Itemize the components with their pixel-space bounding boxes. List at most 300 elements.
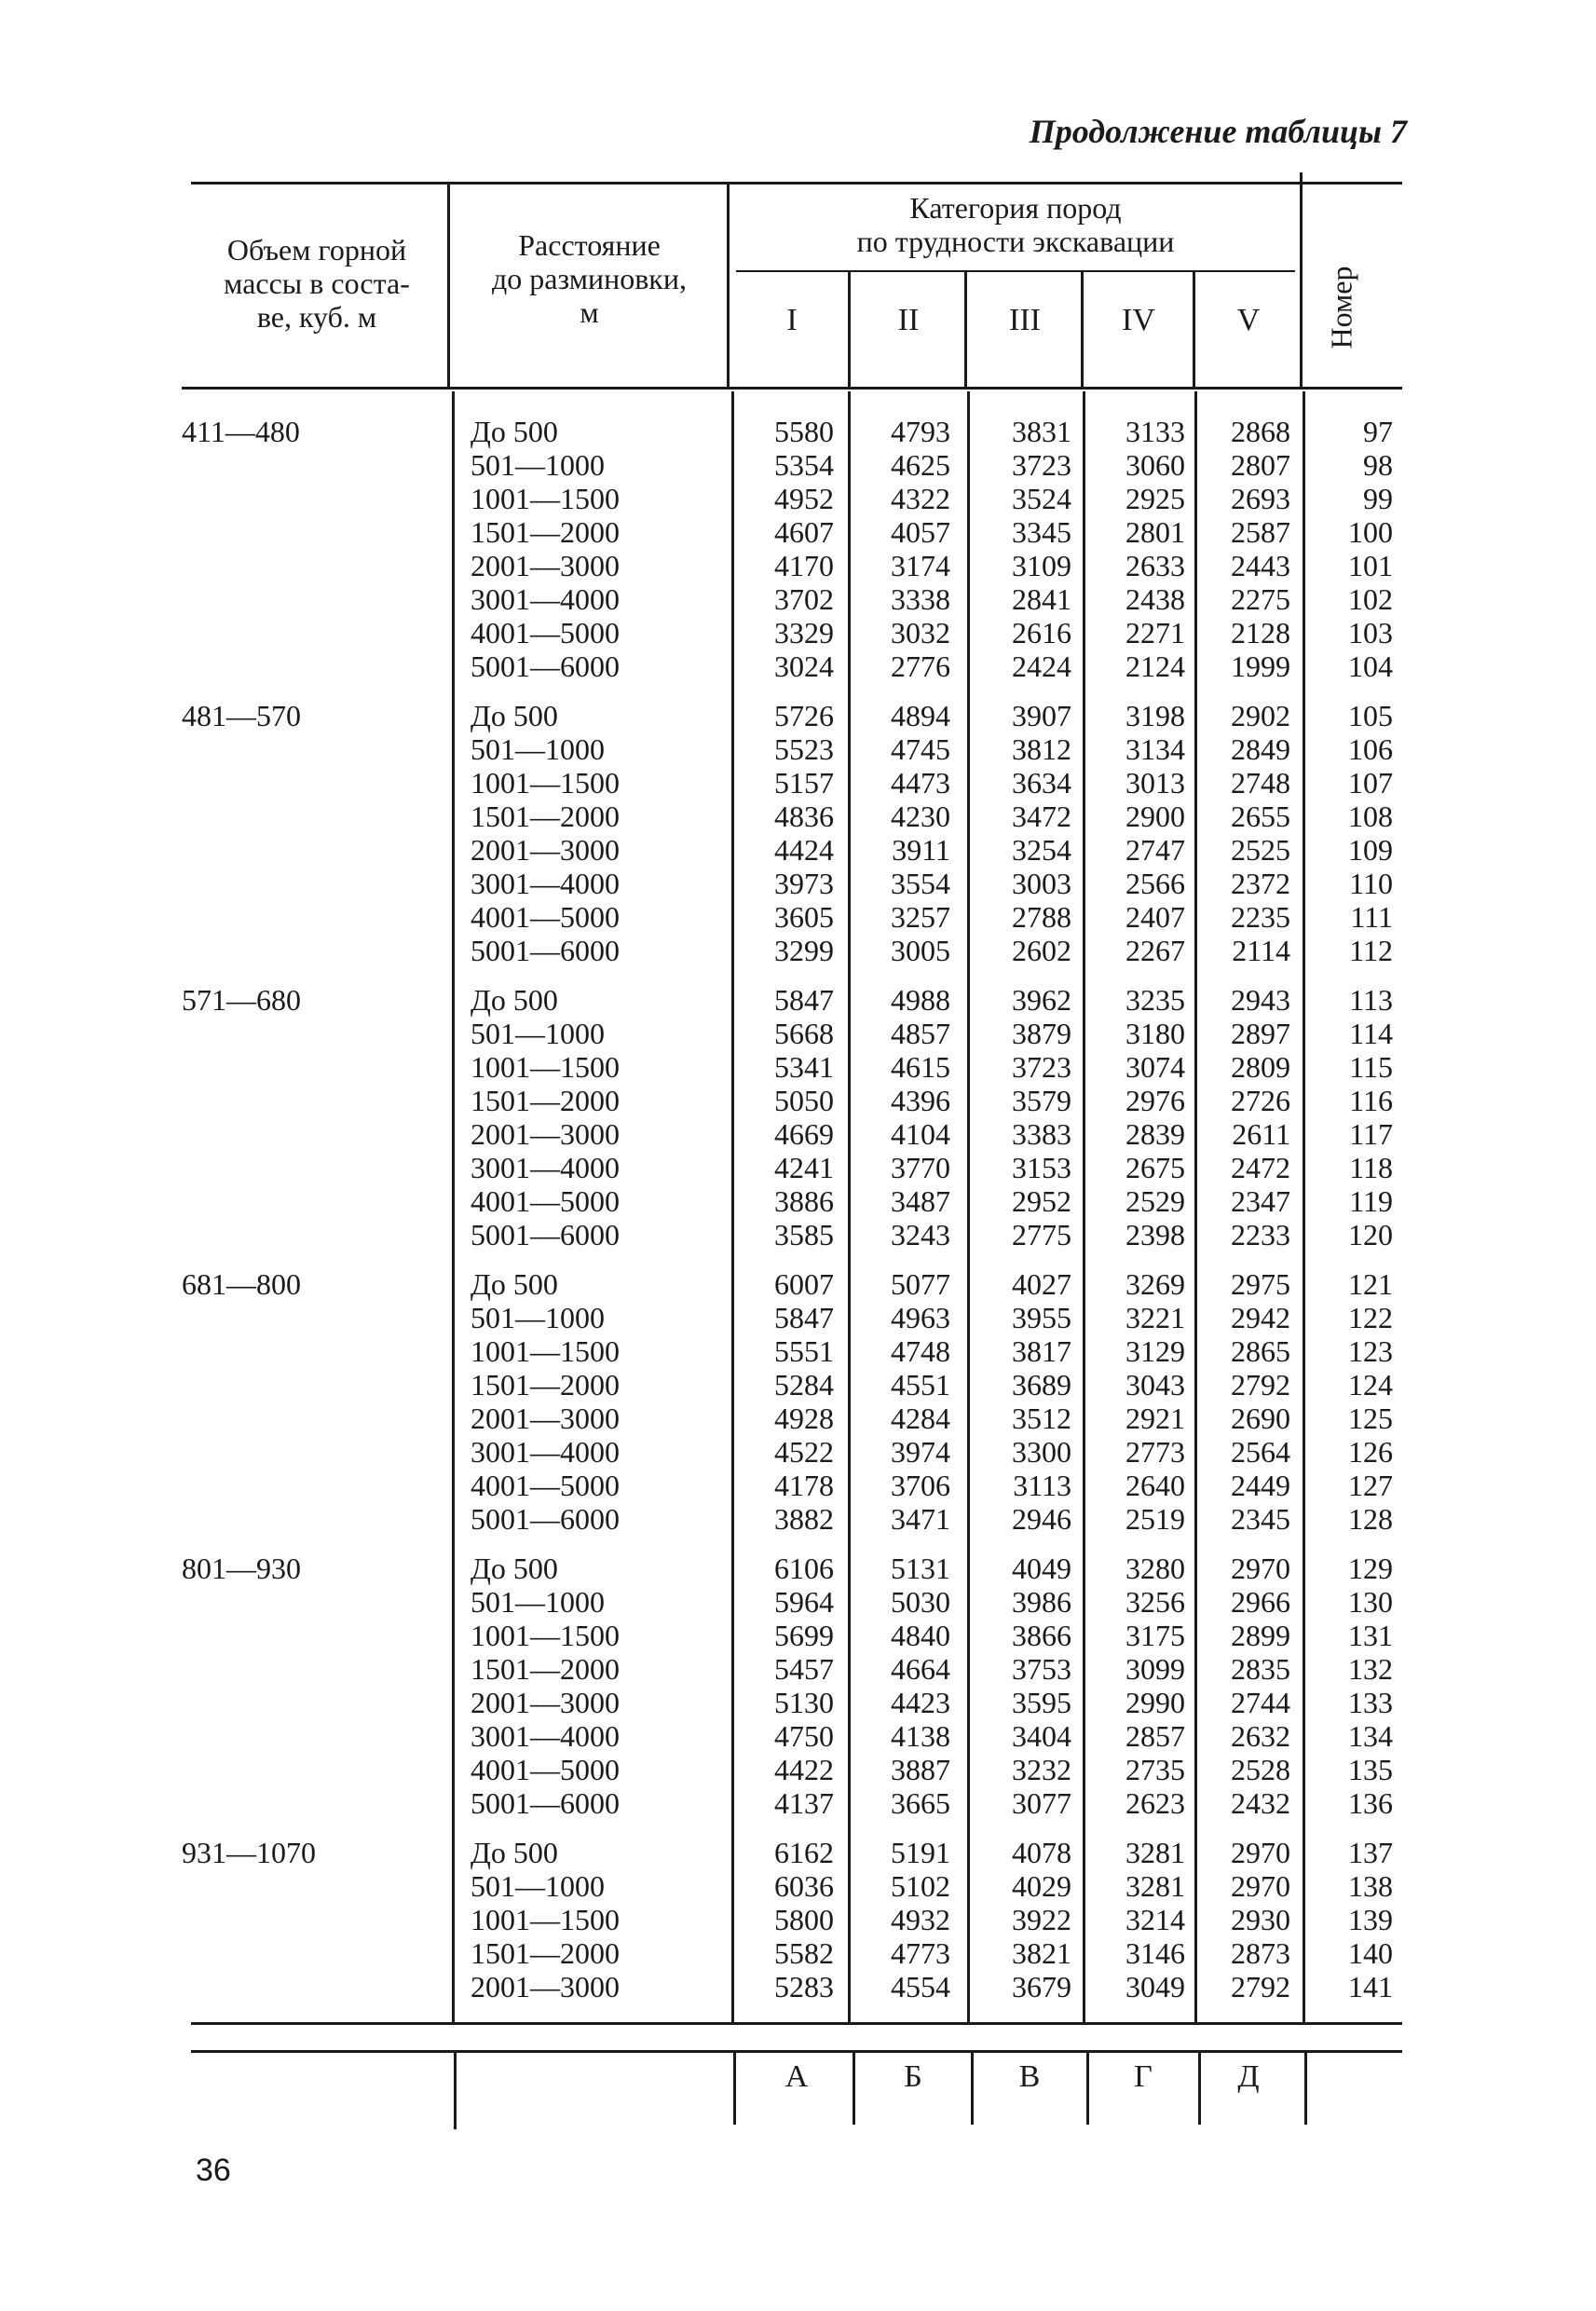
row-value-cat-4: 3175 — [1125, 1619, 1185, 1652]
row-value-cat-1: 4424 — [774, 833, 834, 867]
row-value-cat-5: 2930 — [1231, 1903, 1290, 1936]
row-number: 109 — [1348, 833, 1393, 867]
row-value-cat-1: 4952 — [774, 482, 834, 515]
row-value-cat-5: 2726 — [1231, 1084, 1290, 1117]
row-value-cat-2: 4322 — [891, 482, 950, 515]
row-value-cat-3: 2841 — [1012, 582, 1071, 616]
row-value-cat-5: 2372 — [1231, 867, 1290, 900]
row-value-cat-5: 2943 — [1231, 983, 1290, 1017]
row-value-cat-2: 5102 — [891, 1869, 950, 1903]
row-distance: 4001—5000 — [471, 1753, 620, 1786]
row-value-cat-3: 3753 — [1012, 1652, 1071, 1686]
row-value-cat-5: 2792 — [1231, 1970, 1290, 2003]
row-value-cat-3: 3723 — [1012, 1050, 1071, 1084]
row-number: 133 — [1348, 1686, 1393, 1719]
row-value-cat-5: 2792 — [1231, 1368, 1290, 1402]
row-value-cat-5: 2970 — [1231, 1552, 1290, 1585]
footer-sep-v — [1304, 2050, 1307, 2125]
row-value-cat-4: 3099 — [1125, 1652, 1185, 1686]
row-value-cat-3: 3077 — [1012, 1786, 1071, 1820]
header-number: Номер — [1324, 266, 1358, 349]
row-value-cat-4: 2566 — [1125, 867, 1185, 900]
row-distance: 1501—2000 — [471, 800, 620, 833]
row-number: 112 — [1349, 934, 1393, 967]
row-value-cat-2: 4423 — [891, 1686, 950, 1719]
row-value-cat-3: 3866 — [1012, 1619, 1071, 1652]
row-value-cat-4: 2773 — [1125, 1435, 1185, 1469]
body-sep-i — [848, 391, 851, 2022]
row-value-cat-3: 4029 — [1012, 1869, 1071, 1903]
row-value-cat-1: 3882 — [774, 1502, 834, 1536]
row-value-cat-3: 3907 — [1012, 699, 1071, 732]
row-value-cat-3: 3383 — [1012, 1117, 1071, 1151]
row-distance: 1001—1500 — [471, 1334, 620, 1368]
row-value-cat-2: 4625 — [891, 448, 950, 482]
row-value-cat-2: 4857 — [891, 1017, 950, 1050]
row-value-cat-5: 2835 — [1231, 1652, 1290, 1686]
header-cat-v: V — [1236, 303, 1261, 337]
row-value-cat-4: 3256 — [1125, 1585, 1185, 1619]
row-value-cat-3: 3986 — [1012, 1585, 1071, 1619]
row-value-cat-5: 2690 — [1231, 1402, 1290, 1435]
row-value-cat-5: 2525 — [1231, 833, 1290, 867]
row-number: 135 — [1348, 1753, 1393, 1786]
row-value-cat-1: 5354 — [774, 448, 834, 482]
row-value-cat-1: 6007 — [774, 1267, 834, 1301]
row-distance: 5001—6000 — [471, 934, 620, 967]
group-volume: 481—570 — [182, 699, 301, 732]
row-value-cat-5: 2970 — [1231, 1869, 1290, 1903]
row-value-cat-1: 3299 — [774, 934, 834, 967]
row-value-cat-4: 2801 — [1125, 515, 1185, 549]
row-value-cat-4: 3214 — [1125, 1903, 1185, 1936]
row-value-cat-5: 2443 — [1231, 549, 1290, 582]
row-value-cat-4: 2529 — [1125, 1184, 1185, 1218]
row-value-cat-4: 2640 — [1125, 1469, 1185, 1502]
row-value-cat-5: 2693 — [1231, 482, 1290, 515]
row-distance: 1001—1500 — [471, 1619, 620, 1652]
row-value-cat-2: 4284 — [891, 1402, 950, 1435]
row-value-cat-2: 4745 — [891, 732, 950, 766]
row-value-cat-2: 4894 — [891, 699, 950, 732]
row-value-cat-5: 2632 — [1231, 1719, 1290, 1753]
table-caption: Продолжение таблицы 7 — [1029, 113, 1407, 150]
row-value-cat-3: 3679 — [1012, 1970, 1071, 2003]
row-value-cat-5: 2347 — [1231, 1184, 1290, 1218]
row-distance: 2001—3000 — [471, 1970, 620, 2003]
row-value-cat-5: 1999 — [1231, 650, 1290, 683]
row-distance: 1501—2000 — [471, 1084, 620, 1117]
row-value-cat-5: 2970 — [1231, 1836, 1290, 1869]
row-value-cat-5: 2865 — [1231, 1334, 1290, 1368]
row-value-cat-2: 3911 — [892, 833, 950, 867]
header-cat-iv: IV — [1122, 303, 1155, 337]
row-value-cat-2: 4615 — [891, 1050, 950, 1084]
row-value-cat-5: 2809 — [1231, 1050, 1290, 1084]
row-value-cat-1: 4522 — [774, 1435, 834, 1469]
row-value-cat-5: 2275 — [1231, 582, 1290, 616]
row-value-cat-1: 3329 — [774, 616, 834, 650]
row-value-cat-5: 2748 — [1231, 766, 1290, 800]
row-number: 107 — [1348, 766, 1393, 800]
row-value-cat-4: 3281 — [1125, 1869, 1185, 1903]
row-number: 97 — [1363, 415, 1393, 448]
row-distance: 2001—3000 — [471, 549, 620, 582]
row-value-cat-3: 4049 — [1012, 1552, 1071, 1585]
col-sep-volume — [447, 182, 450, 387]
row-number: 131 — [1348, 1619, 1393, 1652]
header-distance: Расстояние до разминовки, м — [492, 228, 687, 329]
row-value-cat-5: 2975 — [1231, 1267, 1290, 1301]
row-value-cat-4: 3281 — [1125, 1836, 1185, 1869]
row-distance: 1501—2000 — [471, 1368, 620, 1402]
row-value-cat-1: 5523 — [774, 732, 834, 766]
row-value-cat-2: 4396 — [891, 1084, 950, 1117]
row-value-cat-5: 2942 — [1231, 1301, 1290, 1334]
row-value-cat-2: 4963 — [891, 1301, 950, 1334]
row-value-cat-4: 3198 — [1125, 699, 1185, 732]
group-volume: 681—800 — [182, 1267, 301, 1301]
row-value-cat-1: 3585 — [774, 1218, 834, 1251]
footer-rule — [191, 2050, 1402, 2053]
row-value-cat-4: 3074 — [1125, 1050, 1185, 1084]
row-value-cat-4: 3180 — [1125, 1017, 1185, 1050]
row-value-cat-5: 2744 — [1231, 1686, 1290, 1719]
row-number: 122 — [1348, 1301, 1393, 1334]
row-value-cat-1: 5284 — [774, 1368, 834, 1402]
row-distance: 3001—4000 — [471, 1151, 620, 1184]
row-number: 101 — [1348, 549, 1393, 582]
row-value-cat-2: 4664 — [891, 1652, 950, 1686]
row-value-cat-1: 5551 — [774, 1334, 834, 1368]
row-distance: 2001—3000 — [471, 1686, 620, 1719]
row-distance: 1501—2000 — [471, 1652, 620, 1686]
row-value-cat-3: 3003 — [1012, 867, 1071, 900]
top-rule — [191, 182, 1402, 185]
row-value-cat-4: 2124 — [1125, 650, 1185, 683]
row-value-cat-4: 3235 — [1125, 983, 1185, 1017]
row-distance: 3001—4000 — [471, 867, 620, 900]
footer-sep-distance — [733, 2050, 736, 2125]
row-value-cat-3: 3345 — [1012, 515, 1071, 549]
row-value-cat-4: 2675 — [1125, 1151, 1185, 1184]
row-value-cat-1: 4241 — [774, 1151, 834, 1184]
row-value-cat-4: 3146 — [1125, 1936, 1185, 1970]
row-value-cat-1: 4836 — [774, 800, 834, 833]
row-value-cat-5: 2345 — [1231, 1502, 1290, 1536]
row-number: 99 — [1363, 482, 1393, 515]
row-number: 128 — [1348, 1502, 1393, 1536]
row-number: 113 — [1349, 983, 1393, 1017]
row-number: 127 — [1348, 1469, 1393, 1502]
row-value-cat-1: 4750 — [774, 1719, 834, 1753]
row-value-cat-1: 5580 — [774, 415, 834, 448]
row-value-cat-4: 3013 — [1125, 766, 1185, 800]
col-sep-v — [1300, 172, 1303, 387]
row-value-cat-4: 3043 — [1125, 1368, 1185, 1402]
row-value-cat-3: 3962 — [1012, 983, 1071, 1017]
row-value-cat-1: 5668 — [774, 1017, 834, 1050]
row-number: 140 — [1348, 1936, 1393, 1970]
row-value-cat-1: 3886 — [774, 1184, 834, 1218]
header-cat-ii: II — [897, 303, 920, 337]
row-distance: 3001—4000 — [471, 1435, 620, 1469]
row-number: 110 — [1349, 867, 1393, 900]
row-number: 114 — [1349, 1017, 1393, 1050]
row-distance: 1001—1500 — [471, 1050, 620, 1084]
group-volume: 571—680 — [182, 983, 301, 1017]
row-distance: 501—1000 — [471, 1301, 605, 1334]
row-number: 115 — [1349, 1050, 1393, 1084]
footer-letter-b: Б — [904, 2059, 922, 2094]
row-value-cat-2: 4104 — [891, 1117, 950, 1151]
category-rule — [736, 270, 1295, 272]
footer-letter-a: А — [784, 2059, 809, 2094]
row-value-cat-5: 2868 — [1231, 415, 1290, 448]
footer-letter-v: В — [1018, 2059, 1041, 2094]
row-value-cat-2: 4793 — [891, 415, 950, 448]
row-value-cat-2: 3032 — [891, 616, 950, 650]
row-distance: До 500 — [471, 1836, 558, 1869]
row-value-cat-1: 5847 — [774, 1301, 834, 1334]
row-value-cat-3: 3232 — [1012, 1753, 1071, 1786]
row-value-cat-5: 2128 — [1231, 616, 1290, 650]
row-distance: 4001—5000 — [471, 900, 620, 934]
row-value-cat-1: 3024 — [774, 650, 834, 683]
row-value-cat-4: 2735 — [1125, 1753, 1185, 1786]
row-value-cat-3: 3512 — [1012, 1402, 1071, 1435]
row-value-cat-2: 3706 — [891, 1469, 950, 1502]
row-number: 139 — [1348, 1903, 1393, 1936]
row-distance: 501—1000 — [471, 1017, 605, 1050]
row-number: 137 — [1348, 1836, 1393, 1869]
row-value-cat-2: 3554 — [891, 867, 950, 900]
row-number: 132 — [1348, 1652, 1393, 1686]
row-value-cat-4: 2976 — [1125, 1084, 1185, 1117]
row-value-cat-3: 2424 — [1012, 650, 1071, 683]
row-value-cat-1: 3605 — [774, 900, 834, 934]
row-value-cat-3: 4078 — [1012, 1836, 1071, 1869]
header-bottom-rule — [182, 387, 1402, 390]
row-number: 118 — [1349, 1151, 1393, 1184]
row-number: 141 — [1348, 1970, 1393, 2003]
row-distance: 5001—6000 — [471, 650, 620, 683]
row-number: 123 — [1348, 1334, 1393, 1368]
row-distance: 3001—4000 — [471, 1719, 620, 1753]
row-distance: 1001—1500 — [471, 1903, 620, 1936]
row-distance: 501—1000 — [471, 732, 605, 766]
row-value-cat-1: 4422 — [774, 1753, 834, 1786]
row-distance: 5001—6000 — [471, 1218, 620, 1251]
row-value-cat-4: 2407 — [1125, 900, 1185, 934]
row-value-cat-2: 5077 — [891, 1267, 950, 1301]
row-value-cat-4: 3269 — [1125, 1267, 1185, 1301]
row-value-cat-3: 4027 — [1012, 1267, 1071, 1301]
row-value-cat-5: 2902 — [1231, 699, 1290, 732]
row-distance: 501—1000 — [471, 1869, 605, 1903]
row-distance: 3001—4000 — [471, 582, 620, 616]
row-distance: 5001—6000 — [471, 1502, 620, 1536]
row-value-cat-4: 2623 — [1125, 1786, 1185, 1820]
row-value-cat-1: 5582 — [774, 1936, 834, 1970]
row-value-cat-2: 4554 — [891, 1970, 950, 2003]
row-value-cat-3: 3689 — [1012, 1368, 1071, 1402]
row-value-cat-2: 4748 — [891, 1334, 950, 1368]
table-bottom-rule — [191, 2022, 1402, 2025]
header-volume: Объем горной массы в соста- ве, куб. м — [224, 233, 410, 334]
row-value-cat-5: 2966 — [1231, 1585, 1290, 1619]
row-value-cat-3: 3831 — [1012, 415, 1071, 448]
row-distance: 2001—3000 — [471, 1117, 620, 1151]
row-value-cat-5: 2449 — [1231, 1469, 1290, 1502]
row-number: 125 — [1348, 1402, 1393, 1435]
row-value-cat-4: 3060 — [1125, 448, 1185, 482]
row-distance: 2001—3000 — [471, 1402, 620, 1435]
row-value-cat-3: 3723 — [1012, 448, 1071, 482]
row-value-cat-2: 4057 — [891, 515, 950, 549]
row-value-cat-5: 2807 — [1231, 448, 1290, 482]
row-number: 134 — [1348, 1719, 1393, 1753]
row-value-cat-3: 2788 — [1012, 900, 1071, 934]
row-value-cat-2: 4138 — [891, 1719, 950, 1753]
row-value-cat-2: 3665 — [891, 1786, 950, 1820]
row-value-cat-5: 2432 — [1231, 1786, 1290, 1820]
row-value-cat-2: 2776 — [891, 650, 950, 683]
row-distance: 1001—1500 — [471, 766, 620, 800]
row-value-cat-1: 3973 — [774, 867, 834, 900]
row-value-cat-4: 2633 — [1125, 549, 1185, 582]
row-distance: До 500 — [471, 983, 558, 1017]
row-distance: 501—1000 — [471, 1585, 605, 1619]
row-distance: До 500 — [471, 1267, 558, 1301]
row-value-cat-2: 4230 — [891, 800, 950, 833]
row-value-cat-1: 5699 — [774, 1619, 834, 1652]
row-value-cat-1: 5847 — [774, 983, 834, 1017]
body-sep-volume — [452, 391, 455, 2022]
row-number: 124 — [1348, 1368, 1393, 1402]
row-value-cat-1: 5726 — [774, 699, 834, 732]
row-value-cat-1: 5341 — [774, 1050, 834, 1084]
row-value-cat-3: 3579 — [1012, 1084, 1071, 1117]
row-number: 100 — [1348, 515, 1393, 549]
row-value-cat-4: 2857 — [1125, 1719, 1185, 1753]
row-value-cat-5: 2233 — [1231, 1218, 1290, 1251]
row-value-cat-5: 2849 — [1231, 732, 1290, 766]
row-value-cat-4: 2271 — [1125, 616, 1185, 650]
row-value-cat-2: 3243 — [891, 1218, 950, 1251]
row-value-cat-3: 2946 — [1012, 1502, 1071, 1536]
row-number: 129 — [1348, 1552, 1393, 1585]
row-number: 130 — [1348, 1585, 1393, 1619]
row-value-cat-3: 3821 — [1012, 1936, 1071, 1970]
row-value-cat-3: 3634 — [1012, 766, 1071, 800]
row-value-cat-4: 2839 — [1125, 1117, 1185, 1151]
row-value-cat-3: 3153 — [1012, 1151, 1071, 1184]
row-value-cat-4: 3133 — [1125, 415, 1185, 448]
row-value-cat-2: 5131 — [891, 1552, 950, 1585]
row-number: 106 — [1348, 732, 1393, 766]
row-value-cat-1: 3702 — [774, 582, 834, 616]
row-value-cat-4: 2519 — [1125, 1502, 1185, 1536]
row-number: 98 — [1363, 448, 1393, 482]
row-value-cat-1: 6106 — [774, 1552, 834, 1585]
row-value-cat-5: 2897 — [1231, 1017, 1290, 1050]
row-distance: До 500 — [471, 699, 558, 732]
row-value-cat-3: 2602 — [1012, 934, 1071, 967]
row-value-cat-3: 2616 — [1012, 616, 1071, 650]
row-value-cat-4: 2438 — [1125, 582, 1185, 616]
row-value-cat-1: 5283 — [774, 1970, 834, 2003]
row-value-cat-2: 3471 — [891, 1502, 950, 1536]
row-number: 105 — [1348, 699, 1393, 732]
row-value-cat-5: 2611 — [1232, 1117, 1290, 1151]
row-number: 119 — [1349, 1184, 1393, 1218]
row-value-cat-1: 4178 — [774, 1469, 834, 1502]
row-distance: 4001—5000 — [471, 616, 620, 650]
row-value-cat-2: 5191 — [891, 1836, 950, 1869]
row-value-cat-1: 6036 — [774, 1869, 834, 1903]
row-value-cat-4: 3049 — [1125, 1970, 1185, 2003]
row-distance: 4001—5000 — [471, 1469, 620, 1502]
row-value-cat-5: 2564 — [1231, 1435, 1290, 1469]
row-value-cat-2: 3338 — [891, 582, 950, 616]
row-value-cat-2: 3770 — [891, 1151, 950, 1184]
body-sep-distance — [731, 391, 734, 2022]
col-sep-ii — [964, 272, 967, 387]
row-distance: 1501—2000 — [471, 1936, 620, 1970]
row-value-cat-1: 4607 — [774, 515, 834, 549]
row-value-cat-3: 3300 — [1012, 1435, 1071, 1469]
row-value-cat-3: 3109 — [1012, 549, 1071, 582]
row-value-cat-1: 4928 — [774, 1402, 834, 1435]
row-number: 136 — [1348, 1786, 1393, 1820]
row-number: 138 — [1348, 1869, 1393, 1903]
row-value-cat-3: 3404 — [1012, 1719, 1071, 1753]
row-value-cat-1: 4669 — [774, 1117, 834, 1151]
row-value-cat-4: 2921 — [1125, 1402, 1185, 1435]
row-number: 121 — [1348, 1267, 1393, 1301]
row-value-cat-3: 2775 — [1012, 1218, 1071, 1251]
row-value-cat-3: 3254 — [1012, 833, 1071, 867]
row-value-cat-1: 5457 — [774, 1652, 834, 1686]
row-value-cat-3: 3524 — [1012, 482, 1071, 515]
row-value-cat-3: 3817 — [1012, 1334, 1071, 1368]
row-value-cat-3: 3812 — [1012, 732, 1071, 766]
row-value-cat-5: 2114 — [1232, 934, 1290, 967]
row-value-cat-2: 3887 — [891, 1753, 950, 1786]
row-value-cat-3: 3113 — [1013, 1469, 1071, 1502]
row-value-cat-2: 4932 — [891, 1903, 950, 1936]
row-number: 102 — [1348, 582, 1393, 616]
header-category: Категория пород по трудности экскавации — [856, 191, 1175, 258]
row-distance: До 500 — [471, 415, 558, 448]
row-distance: 4001—5000 — [471, 1184, 620, 1218]
row-value-cat-5: 2528 — [1231, 1753, 1290, 1786]
row-value-cat-4: 2990 — [1125, 1686, 1185, 1719]
row-distance: 1001—1500 — [471, 482, 620, 515]
row-value-cat-1: 4137 — [774, 1786, 834, 1820]
row-distance: До 500 — [471, 1552, 558, 1585]
row-value-cat-5: 2235 — [1231, 900, 1290, 934]
group-volume: 801—930 — [182, 1552, 301, 1585]
row-value-cat-3: 3879 — [1012, 1017, 1071, 1050]
row-value-cat-1: 5964 — [774, 1585, 834, 1619]
row-distance: 2001—3000 — [471, 833, 620, 867]
row-distance: 1501—2000 — [471, 515, 620, 549]
row-value-cat-4: 3280 — [1125, 1552, 1185, 1585]
row-value-cat-5: 2873 — [1231, 1936, 1290, 1970]
row-value-cat-2: 4773 — [891, 1936, 950, 1970]
